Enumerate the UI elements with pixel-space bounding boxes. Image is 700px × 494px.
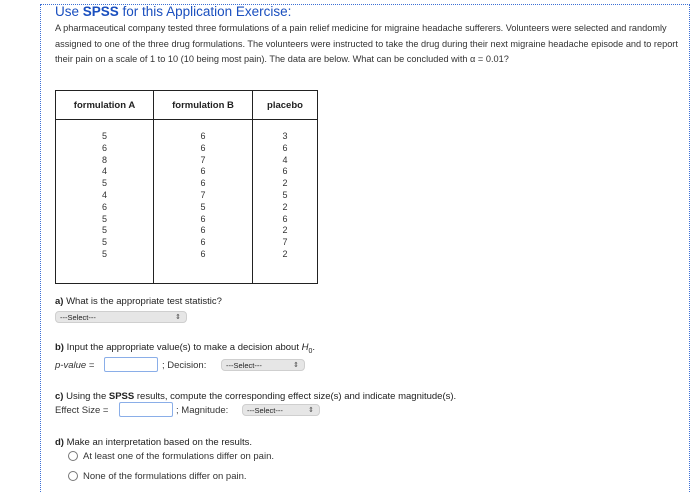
column-formulation-b xyxy=(154,120,253,284)
data-value: 6 xyxy=(101,142,107,153)
decision-label: ; Decision: xyxy=(162,360,207,371)
data-value: 7 xyxy=(282,237,288,248)
table-row xyxy=(56,120,318,284)
question-d: d) Make an interpretation based on the results. xyxy=(55,437,252,448)
data-value: 4 xyxy=(101,166,107,177)
table-header-row xyxy=(56,91,318,120)
exercise-intro: A pharmaceutical company tested three formulations of a pain relief medicine for migraine headache sufferers. Volunteers were selected and randomly assigned to one of the three drug formulations. The volunteers were instructed to take the drug during their next migraine headache episode and to report their pain on a scale of 1 to 10 (10 being most pain). The data are below. What can be concluded with α = 0.01? xyxy=(55,23,678,65)
exercise-title: Use SPSS for this Application Exercise: xyxy=(55,4,292,19)
header-placebo: placebo xyxy=(253,91,318,120)
data-value: 4 xyxy=(101,189,107,200)
pvalue-input[interactable] xyxy=(104,357,158,372)
column-placebo xyxy=(253,120,318,284)
test-statistic-select[interactable]: ---Select--- ⇕ xyxy=(55,311,187,323)
data-value: 6 xyxy=(282,213,288,224)
decision-select[interactable]: ---Select--- ⇕ xyxy=(221,359,305,371)
data-value: 5 xyxy=(101,178,107,189)
data-value: 5 xyxy=(101,225,107,236)
data-value: 8 xyxy=(101,154,107,165)
data-value: 6 xyxy=(200,178,206,189)
column-formulation-a xyxy=(56,120,154,284)
question-c: c) Using the SPSS results, compute the corresponding effect size(s) and indicate magnitude(s). xyxy=(55,391,457,402)
data-value: 7 xyxy=(200,154,206,165)
data-value: 7 xyxy=(200,189,206,200)
select-arrows-icon: ⇕ xyxy=(175,314,181,321)
data-value: 6 xyxy=(200,225,206,236)
data-value: 6 xyxy=(282,166,288,177)
data-value: 5 xyxy=(101,213,107,224)
data-value: 6 xyxy=(200,142,206,153)
radio-option-differ[interactable] xyxy=(68,451,78,461)
data-value: 6 xyxy=(282,142,288,153)
data-value: 2 xyxy=(282,201,288,212)
select-arrows-icon: ⇕ xyxy=(293,362,299,369)
effect-size-label: Effect Size = xyxy=(55,405,109,416)
data-value: 5 xyxy=(282,189,288,200)
option-label-differ: At least one of the formulations differ on pain. xyxy=(83,451,274,462)
data-value: 6 xyxy=(101,201,107,212)
data-value: 6 xyxy=(200,166,206,177)
question-b: b) Input the appropriate value(s) to make a decision about $H_0$. xyxy=(55,342,316,355)
data-value: 5 xyxy=(101,248,107,259)
header-formulation-b: formulation B xyxy=(154,91,253,120)
data-value: 2 xyxy=(282,248,288,259)
pvalue-label: p-value = xyxy=(55,360,95,371)
radio-option-no-differ[interactable] xyxy=(68,471,78,481)
question-a: a) What is the appropriate test statistic? xyxy=(55,296,222,307)
data-value: 2 xyxy=(282,225,288,236)
data-value: 3 xyxy=(282,131,288,141)
data-value: 4 xyxy=(282,154,288,165)
magnitude-select[interactable]: ---Select--- ⇕ xyxy=(242,404,320,416)
data-value: 5 xyxy=(101,237,107,248)
select-arrows-icon: ⇕ xyxy=(308,407,314,414)
data-value: 5 xyxy=(200,201,206,212)
magnitude-label: ; Magnitude: xyxy=(176,405,229,416)
data-table xyxy=(55,90,318,284)
data-value: 2 xyxy=(282,178,288,189)
option-label-no-differ: None of the formulations differ on pain. xyxy=(83,471,247,482)
data-value: 6 xyxy=(200,131,206,141)
data-value: 6 xyxy=(200,213,206,224)
data-value: 6 xyxy=(200,237,206,248)
effect-size-input[interactable] xyxy=(119,402,173,417)
header-formulation-a: formulation A xyxy=(56,91,154,120)
data-value: 6 xyxy=(200,248,206,259)
data-value: 5 xyxy=(101,131,107,141)
